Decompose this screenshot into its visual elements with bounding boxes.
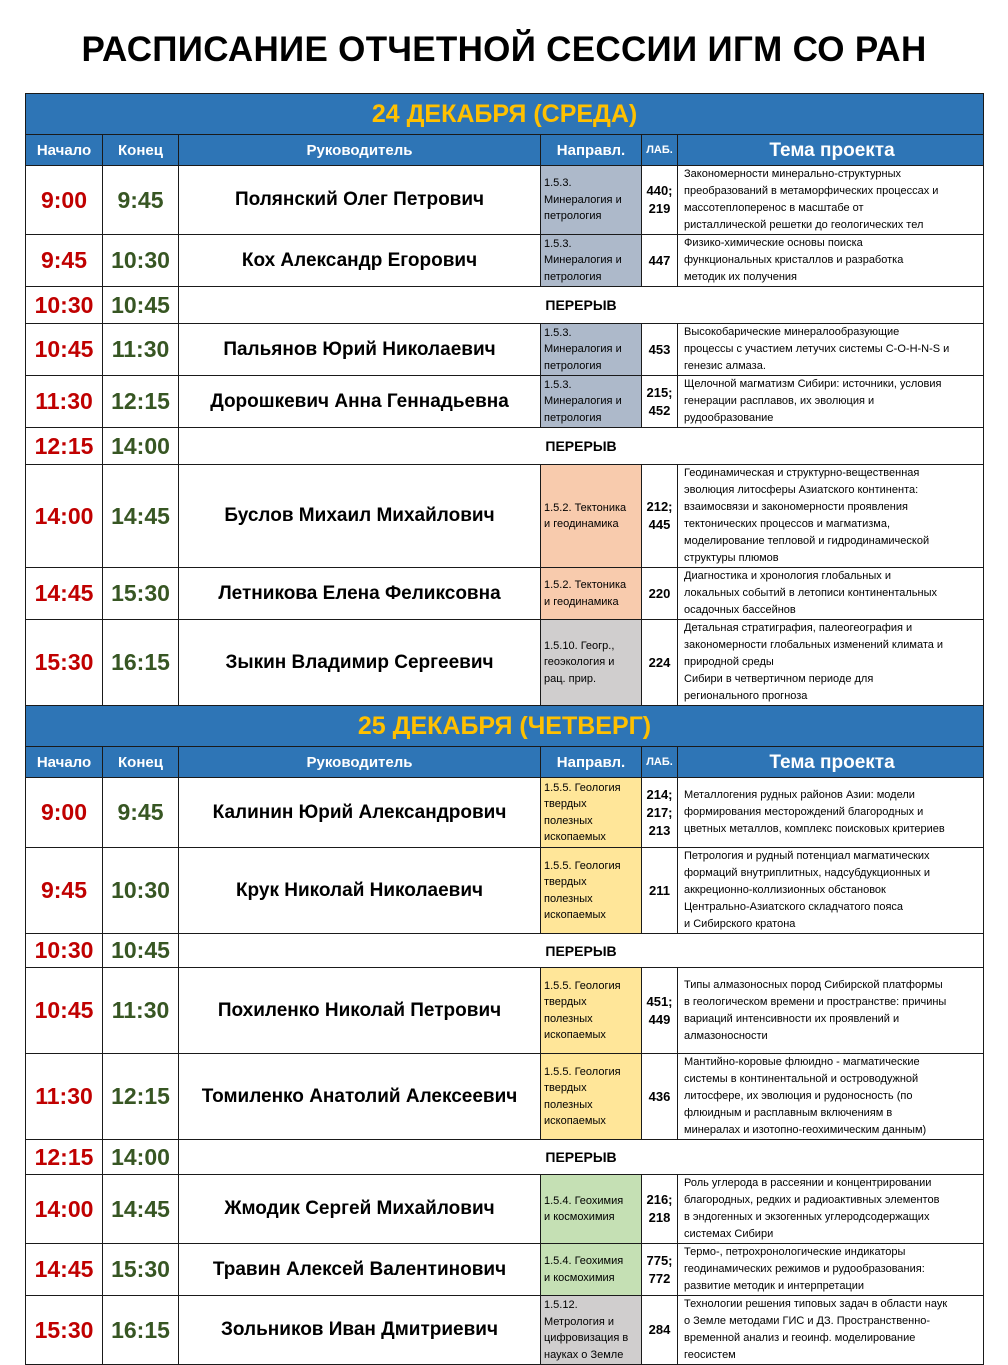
project-topic: Типы алмазоносных пород Сибирской платформы в геологическом времени и пространстве: причины вариаций интенсивности их проявлений и алмазоносности xyxy=(678,968,984,1054)
leader-name: Пальянов Юрий Николаевич xyxy=(179,324,541,376)
break-row xyxy=(26,287,984,324)
start-time: 12:15 xyxy=(26,428,103,465)
schedule-table xyxy=(25,93,984,1365)
start-time: 10:30 xyxy=(26,934,103,968)
project-topic: Петрология и рудный потенциал магматических формаций внутриплитных, надсубдукционных и аккреционно-коллизионных обстановок Центрально-Азиатского складчатого пояса и Сибирского кратона xyxy=(678,848,984,934)
session-row xyxy=(26,1244,984,1296)
end-time: 9:45 xyxy=(103,166,179,235)
direction-cell: 1.5.10. Геогр., геоэкология и рац. прир. xyxy=(541,620,642,706)
project-topic: Мантийно-коровые флюидно - магматические системы в континентальной и островодужной литосфере, их эволюция и рудоносность (по флюидным и расплавным включениям в минералах и изотопно-геохимическим данным) xyxy=(678,1054,984,1140)
lab-number: 211 xyxy=(642,848,678,934)
end-time: 9:45 xyxy=(103,778,179,848)
end-time: 10:30 xyxy=(103,235,179,287)
leader-name: Томиленко Анатолий Алексеевич xyxy=(179,1054,541,1140)
direction-cell: 1.5.3. Минералогия и петрология xyxy=(541,324,642,376)
leader-name: Травин Алексей Валентинович xyxy=(179,1244,541,1296)
start-time: 11:30 xyxy=(26,1054,103,1140)
direction-cell: 1.5.4. Геохимия и космохимия xyxy=(541,1175,642,1244)
project-topic: Геодинамическая и структурно-вещественная эволюция литосферы Азиатского континента: взаимосвязи и закономерности проявления тектонических процессов и магматизма, моделирование тепловой и гидродинамической структуры плюмов xyxy=(678,465,984,568)
start-time: 9:00 xyxy=(26,778,103,848)
project-topic: Термо-, петрохронологические индикаторы геодинамических режимов и рудообразования: развитие методик и интерпретации xyxy=(678,1244,984,1296)
session-row xyxy=(26,1296,984,1365)
end-time: 15:30 xyxy=(103,1244,179,1296)
start-time: 14:00 xyxy=(26,1175,103,1244)
lab-number: 284 xyxy=(642,1296,678,1365)
start-time: 9:45 xyxy=(26,235,103,287)
end-time: 12:15 xyxy=(103,1054,179,1140)
lab-number: 453 xyxy=(642,324,678,376)
end-time: 14:45 xyxy=(103,465,179,568)
break-label: ПЕРЕРЫВ xyxy=(179,428,984,465)
leader-name: Зольников Иван Дмитриевич xyxy=(179,1296,541,1365)
end-time: 16:15 xyxy=(103,1296,179,1365)
leader-name: Полянский Олег Петрович xyxy=(179,166,541,235)
direction-cell: 1.5.4. Геохимия и космохимия xyxy=(541,1244,642,1296)
header-direction: Направл. xyxy=(541,747,642,778)
leader-name: Жмодик Сергей Михайлович xyxy=(179,1175,541,1244)
leader-name: Буслов Михаил Михайлович xyxy=(179,465,541,568)
end-time: 10:45 xyxy=(103,934,179,968)
header-lab: ЛАБ. xyxy=(642,135,678,166)
direction-cell: 1.5.2. Тектоника и геодинамика xyxy=(541,465,642,568)
end-time: 14:45 xyxy=(103,1175,179,1244)
direction-cell: 1.5.2. Тектоника и геодинамика xyxy=(541,568,642,620)
lab-number: 224 xyxy=(642,620,678,706)
start-time: 10:30 xyxy=(26,287,103,324)
lab-number: 214; 217; 213 xyxy=(642,778,678,848)
session-row xyxy=(26,1054,984,1140)
lab-number: 447 xyxy=(642,235,678,287)
lab-number: 215; 452 xyxy=(642,376,678,428)
project-topic: Металлогения рудных районов Азии: модели формирования месторождений благородных и цветных металлов, комплекс поисковых критериев xyxy=(678,778,984,848)
start-time: 14:00 xyxy=(26,465,103,568)
project-topic: Детальная стратиграфия, палеогеография и закономерности глобальных изменений климата и природной среды Сибири в четвертичном периоде для регионального прогноза xyxy=(678,620,984,706)
break-row xyxy=(26,1140,984,1175)
end-time: 16:15 xyxy=(103,620,179,706)
header-direction: Направл. xyxy=(541,135,642,166)
session-row xyxy=(26,465,984,568)
session-row xyxy=(26,1175,984,1244)
direction-cell: 1.5.3. Минералогия и петрология xyxy=(541,166,642,235)
header-start: Начало xyxy=(26,747,103,778)
lab-number: 216; 218 xyxy=(642,1175,678,1244)
start-time: 9:45 xyxy=(26,848,103,934)
direction-cell: 1.5.3. Минералогия и петрология xyxy=(541,376,642,428)
end-time: 12:15 xyxy=(103,376,179,428)
project-topic: Щелочной магматизм Сибири: источники, условия генерации расплавов, их эволюция и рудообразование xyxy=(678,376,984,428)
header-end: Конец xyxy=(103,135,179,166)
end-time: 14:00 xyxy=(103,428,179,465)
start-time: 10:45 xyxy=(26,968,103,1054)
start-time: 10:45 xyxy=(26,324,103,376)
header-topic: Тема проекта xyxy=(678,135,984,166)
end-time: 11:30 xyxy=(103,324,179,376)
direction-cell: 1.5.12. Метрология и цифровизация в науках о Земле xyxy=(541,1296,642,1365)
end-time: 14:00 xyxy=(103,1140,179,1175)
leader-name: Дорошкевич Анна Геннадьевна xyxy=(179,376,541,428)
break-row xyxy=(26,934,984,968)
direction-cell: 1.5.5. Геология твердых полезных ископаемых xyxy=(541,968,642,1054)
start-time: 9:00 xyxy=(26,166,103,235)
start-time: 14:45 xyxy=(26,1244,103,1296)
session-row xyxy=(26,848,984,934)
leader-name: Крук Николай Николаевич xyxy=(179,848,541,934)
end-time: 11:30 xyxy=(103,968,179,1054)
column-header-row xyxy=(26,135,984,166)
start-time: 15:30 xyxy=(26,620,103,706)
lab-number: 775; 772 xyxy=(642,1244,678,1296)
session-row xyxy=(26,376,984,428)
session-row xyxy=(26,568,984,620)
session-row xyxy=(26,324,984,376)
header-topic: Тема проекта xyxy=(678,747,984,778)
leader-name: Похиленко Николай Петрович xyxy=(179,968,541,1054)
header-leader: Руководитель xyxy=(179,135,541,166)
project-topic: Физико-химические основы поиска функциональных кристаллов и разработка методик их получения xyxy=(678,235,984,287)
session-row xyxy=(26,620,984,706)
header-leader: Руководитель xyxy=(179,747,541,778)
end-time: 10:30 xyxy=(103,848,179,934)
day-header-row xyxy=(26,94,984,135)
end-time: 10:45 xyxy=(103,287,179,324)
header-start: Начало xyxy=(26,135,103,166)
start-time: 12:15 xyxy=(26,1140,103,1175)
direction-cell: 1.5.3. Минералогия и петрология xyxy=(541,235,642,287)
leader-name: Летникова Елена Феликсовна xyxy=(179,568,541,620)
lab-number: 212; 445 xyxy=(642,465,678,568)
lab-number: 440; 219 xyxy=(642,166,678,235)
project-topic: Высокобарические минералообразующие процессы с участием летучих системы C-O-H-N-S и генезис алмаза. xyxy=(678,324,984,376)
start-time: 11:30 xyxy=(26,376,103,428)
project-topic: Роль углерода в рассеянии и концентрировании благородных, редких и радиоактивных элементов в эндогенных и экзогенных углеродсодержащих системах Сибири xyxy=(678,1175,984,1244)
header-lab: ЛАБ. xyxy=(642,747,678,778)
break-label: ПЕРЕРЫВ xyxy=(179,287,984,324)
end-time: 15:30 xyxy=(103,568,179,620)
header-end: Конец xyxy=(103,747,179,778)
day-title: 24 ДЕКАБРЯ (СРЕДА) xyxy=(26,94,984,135)
session-row xyxy=(26,235,984,287)
start-time: 14:45 xyxy=(26,568,103,620)
lab-number: 436 xyxy=(642,1054,678,1140)
day-header-row xyxy=(26,706,984,747)
break-label: ПЕРЕРЫВ xyxy=(179,934,984,968)
direction-cell: 1.5.5. Геология твердых полезных ископаемых xyxy=(541,778,642,848)
break-label: ПЕРЕРЫВ xyxy=(179,1140,984,1175)
session-row xyxy=(26,166,984,235)
leader-name: Калинин Юрий Александрович xyxy=(179,778,541,848)
column-header-row xyxy=(26,747,984,778)
direction-cell: 1.5.5. Геология твердых полезных ископаемых xyxy=(541,1054,642,1140)
day-title: 25 ДЕКАБРЯ (ЧЕТВЕРГ) xyxy=(26,706,984,747)
project-topic: Технологии решения типовых задач в области наук о Земле методами ГИС и ДЗ. Пространственно- временной анализ и геоинф. моделирование геосистем xyxy=(678,1296,984,1365)
session-row xyxy=(26,968,984,1054)
direction-cell: 1.5.5. Геология твердых полезных ископаемых xyxy=(541,848,642,934)
lab-number: 220 xyxy=(642,568,678,620)
page-title: РАСПИСАНИЕ ОТЧЕТНОЙ СЕССИИ ИГМ СО РАН xyxy=(81,30,927,69)
lab-number: 451; 449 xyxy=(642,968,678,1054)
project-topic: Закономерности минерально-структурных преобразований в метаморфических процессах и массотеплоперенос в масштабе от ристаллической решетки до геологических тел xyxy=(678,166,984,235)
leader-name: Кох Александр Егорович xyxy=(179,235,541,287)
break-row xyxy=(26,428,984,465)
project-topic: Диагностика и хронология глобальных и локальных событий в летописи континентальных осадочных бассейнов xyxy=(678,568,984,620)
start-time: 15:30 xyxy=(26,1296,103,1365)
leader-name: Зыкин Владимир Сергеевич xyxy=(179,620,541,706)
session-row xyxy=(26,778,984,848)
